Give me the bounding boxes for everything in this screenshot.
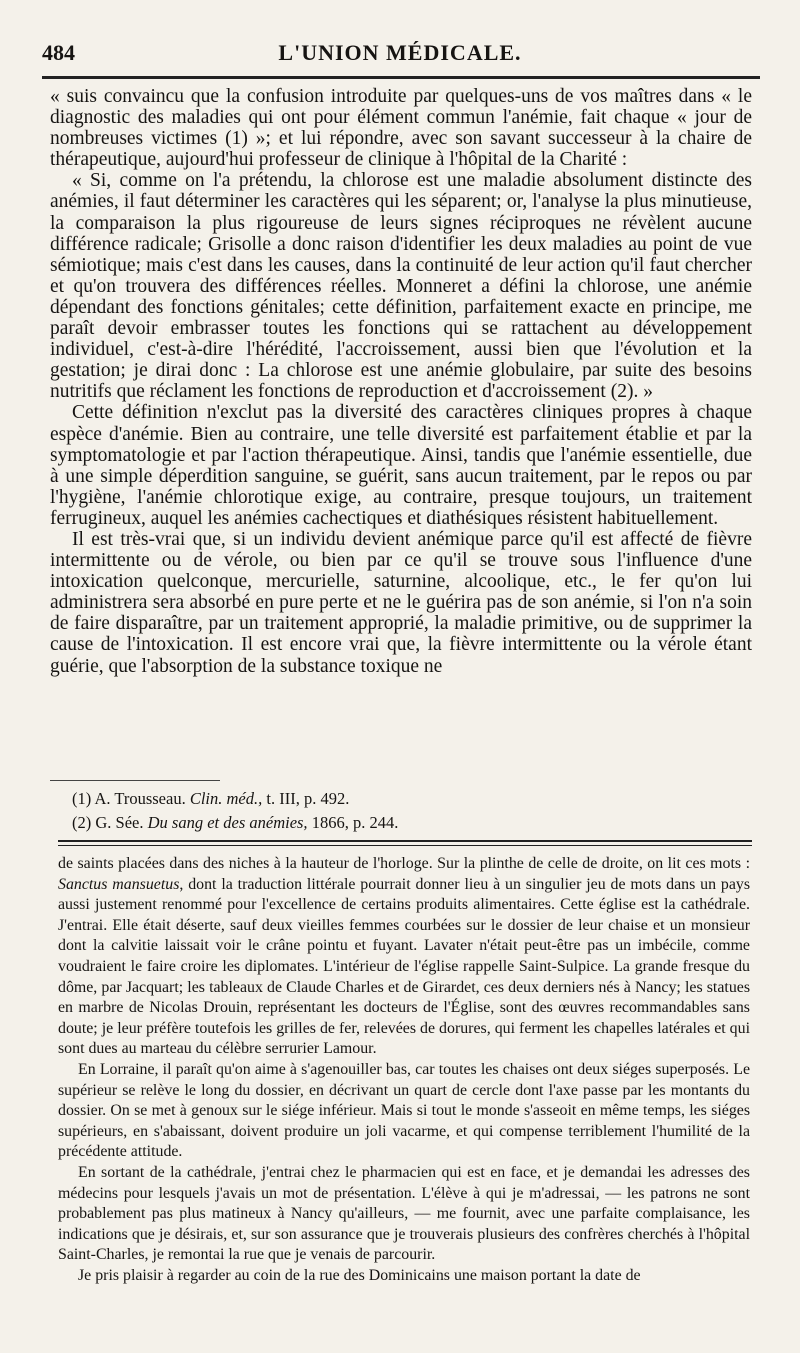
footnote: [72, 811, 752, 835]
footnote-work: Du sang et des anémies,: [147, 813, 308, 832]
page-header: [42, 40, 758, 74]
footnote-rule: [50, 780, 220, 781]
journal-title: L'UNION MÉDICALE.: [278, 40, 522, 65]
feuilleton-rule: [58, 840, 752, 842]
paragraph: « suis convaincu que la confusion introduite par quelques-uns de vos maîtres dans « le diagnostic des maladies qui ont pour élément commun l'anémie, fait chaque « jour de nombreuses victimes (1) »; et lui répondre, avec son savant successeur à la chaire de thérapeutique, aujourd'hui professeur de clinique à l'hôpital de la Charité :: [50, 86, 752, 171]
header-rule: [42, 76, 760, 79]
feuilleton-rule: [58, 845, 752, 846]
paragraph: Il est très-vrai que, si un individu devient anémique parce qu'il est affecté de fièvre intermittente ou de vérole, ou bien par ce qu'il se trouve sous l'influence d'une intoxication quelconque, mercurielle, saturnine, alcoolique, etc., le fer qu'on lui administrera sera absorbé en pure perte et ne le guérira pas de son anémie, si l'on n'a soin de faire disparaître, par un traitement approprié, la maladie primitive, ou de supprimer la cause de l'intoxication. Il est encore vrai que, la fièvre intermittente ou la vérole étant guérie, que l'absorption de la substance toxique ne: [50, 528, 752, 677]
paragraph: [58, 854, 750, 1060]
latin-inscription: Sanctus mansuetus: [58, 875, 180, 893]
main-text: [50, 86, 752, 677]
paragraph: « Si, comme on l'a prétendu, la chlorose est une maladie absolument distincte des anémies, il faut déterminer les caractères qui les séparent; or, l'analyse la plus minutieuse, la comparaison la plus rigoureuse de leurs signes réciproques ne révèlent aucune différence radicale; Grisolle a donc raison d'identifier les deux maladies au point de vue sémiotique; mais c'est dans les causes, dans la continuité de leur action qu'il faut chercher et qu'on trouvera des différences réelles. Monneret a défini la chlorose, une anémie dépendant des fonctions génitales; cette définition, parfaitement exacte en principe, me paraît devoir embrasser toutes les fonctions qui se rattachent au développement individuel, c'est-à-dire l'hérédité, l'accroissement, aussi bien que l'évolution et la gestation; je dirai donc : La chlorose est une anémie globulaire, par suite des besoins nutritifs que réclament les fonctions de reproduction et d'accroissement (2). »: [50, 170, 752, 403]
paragraph: Je pris plaisir à regarder au coin de la rue des Dominicains une maison portant la date de: [78, 1266, 641, 1284]
text-run: de saints placées dans des niches à la hauteur de l'horloge. Sur la plinthe de celle de droite, on lit ces mots :: [58, 855, 750, 872]
footnote-marker: (1): [72, 789, 92, 808]
footnote-ref: 1866, p. 244.: [311, 813, 399, 832]
paragraph: Cette définition n'exclut pas la diversité des caractères cliniques propres à chaque espèce d'anémie. Bien au contraire, une telle diversité est parfaitement établie et par la symptomatologie et par l'action thérapeutique. Ainsi, tandis que l'anémie essentielle, due à une simple déperdition sanguine, se guérit, sans aucun traitement, par le repos ou par l'hygiène, l'anémie chlorotique exige, au contraire, presque toujours, un traitement ferrugineux, auquel les anémies cachectiques et diathésiques résistent habituellement.: [50, 402, 752, 529]
page-number: 484: [42, 40, 75, 65]
footnote-ref: t. III, p. 492.: [266, 789, 350, 808]
paragraph: En Lorraine, il paraît qu'on aime à s'agenouiller bas, car toutes les chaises ont deux siéges superposés. Le supérieur se relève le long du dossier, en décrivant un quart de cercle dont l'axe passe par les montants du dossier. On se met à genoux sur le siége inférieur. Mais si tout le monde s'asseoit en même temps, les siéges supérieurs, en s'abaissant, doivent produire un joli vacarme, et qui compense terriblement l'humilité de la précédente attitude.: [58, 1060, 750, 1161]
text-run: , dont la traduction littérale pourrait donner lieu à un singulier jeu de mots dans un pays aussi justement renommé pour l'excellence de certains produits alimentaires. Cette église est la cathédrale. J'entrai. Elle était déserte, sauf deux vieilles femmes courbées sur le dossier de leur chaise et un monsieur dont la calvitie laissait voir le crâne pointu et fuyant. Lavater n'était peut-être pas un imbécile, comme voudraient le faire croire les diplomates. L'intérieur de l'église rappelle Saint-Sulpice. La grande fresque du dôme, par Jacquart; les tableaux de Claude Charles et de Girardet, ces deux derniers nés à Nancy; les statues en marbre de Nicolas Drouin, représentant les docteurs de l'Église, sont des œuvres recommandables sans doute; je leur préfère toutefois les grilles de fer, relevées de dorures, qui ferment les chapelles latérales et qui sont dues au marteau du célèbre serrurier Lamour.: [58, 875, 750, 1058]
footnotes: [72, 787, 752, 835]
footnote-author: A. Trousseau.: [94, 789, 186, 808]
paragraph: En sortant de la cathédrale, j'entrai chez le pharmacien qui est en face, et je demandai les adresses des médecins pour lesquels j'avais un mot de présentation. L'élève à qui je m'adressai, — les patrons ne sont probablement pas plus matineux à Nancy qu'ailleurs, — me fournit, avec une parfaite complaisance, les indications que je désirais, et, sur son assurance que je trouverais plusieurs des confrères cherchés à l'hôpital Saint-Charles, je remontai la rue que je venais de parcourir.: [58, 1163, 750, 1264]
feuilleton-text: [58, 854, 750, 1286]
footnote-work: Clin. méd.,: [189, 789, 263, 808]
footnote-author: G. Sée.: [95, 813, 144, 832]
footnote: [72, 787, 752, 811]
footnote-marker: (2): [72, 813, 92, 832]
